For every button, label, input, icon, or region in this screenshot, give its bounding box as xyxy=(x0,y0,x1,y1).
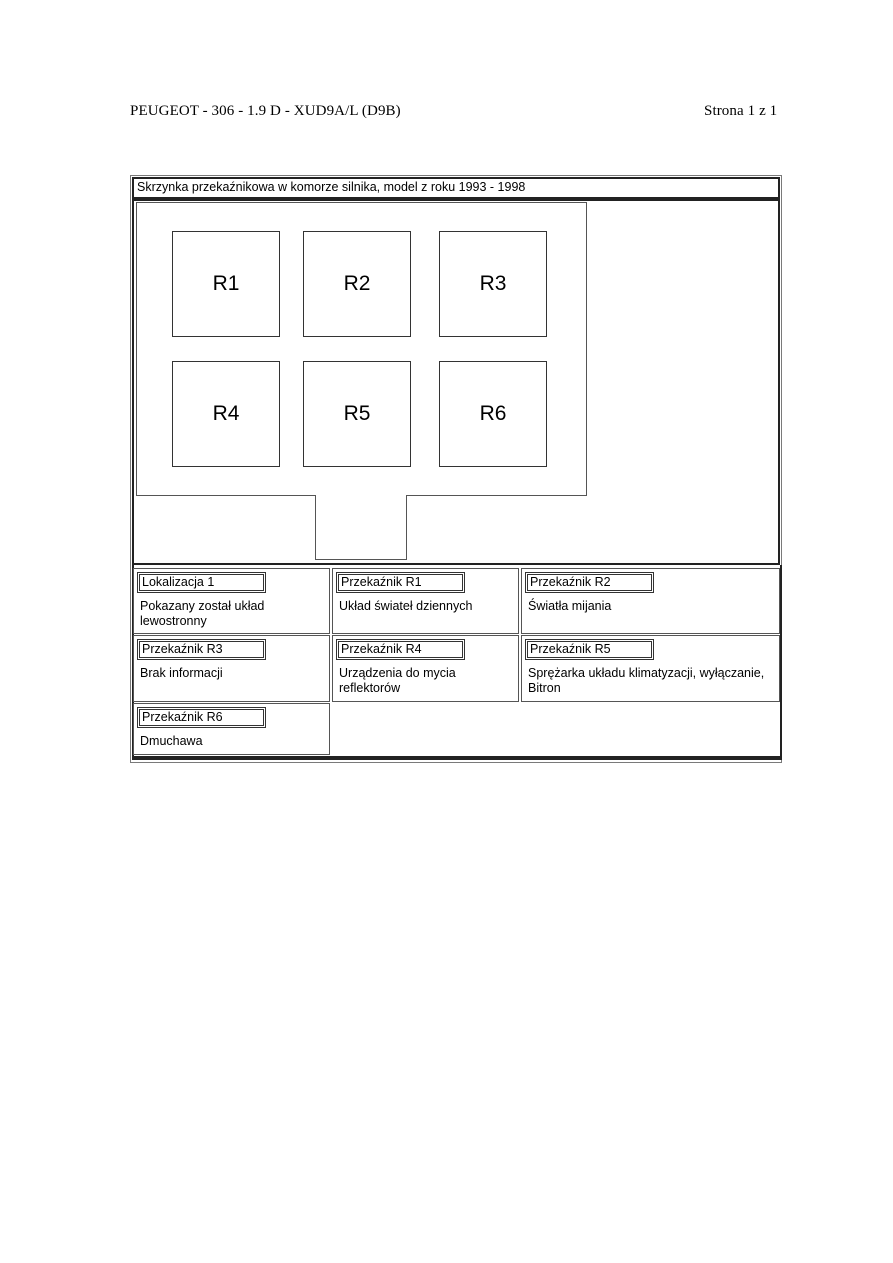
legend-label: Przekaźnik R6 xyxy=(137,707,266,728)
legend-label: Lokalizacja 1 xyxy=(137,572,266,593)
relay-panel-connector-tab xyxy=(315,495,407,560)
legend-description: Układ świateł dziennych xyxy=(339,599,473,613)
relay-slot-r3: R3 xyxy=(439,231,547,337)
legend-cell-r6 xyxy=(133,703,330,755)
diagram-title: Skrzynka przekaźnikowa w komorze silnika, model z roku 1993 - 1998 xyxy=(132,177,780,199)
relay-slot-r6: R6 xyxy=(439,361,547,467)
legend-label: Przekaźnik R5 xyxy=(525,639,654,660)
legend-label: Przekaźnik R3 xyxy=(137,639,266,660)
legend-cell-r5 xyxy=(521,635,780,702)
bottom-divider xyxy=(132,758,782,760)
relay-slot-r4: R4 xyxy=(172,361,280,467)
legend-description: Sprężarka układu klimatyzacji, wyłączanie, Bitron xyxy=(528,666,765,695)
legend-cell-r2 xyxy=(521,568,780,634)
relay-slot-r1: R1 xyxy=(172,231,280,337)
legend-cell-r4 xyxy=(332,635,519,702)
legend-description: Dmuchawa xyxy=(140,734,203,748)
legend-description: Światła mijania xyxy=(528,599,612,613)
legend-label: Przekaźnik R4 xyxy=(336,639,465,660)
legend-label: Przekaźnik R1 xyxy=(336,572,465,593)
legend-cell-r3 xyxy=(133,635,330,702)
legend-description: Urządzenia do mycia reflektorów xyxy=(339,666,456,695)
legend-description: Brak informacji xyxy=(140,666,223,680)
legend-label: Przekaźnik R2 xyxy=(525,572,654,593)
relay-slot-r2: R2 xyxy=(303,231,411,337)
legend-cell-r1 xyxy=(332,568,519,634)
legend-description: Pokazany został układ lewostronny xyxy=(140,599,265,628)
page-number: Strona 1 z 1 xyxy=(704,103,778,119)
relay-slot-r5: R5 xyxy=(303,361,411,467)
legend-cell-location xyxy=(133,568,330,634)
page-header-model: PEUGEOT - 306 - 1.9 D - XUD9A/L (D9B) xyxy=(130,103,401,119)
